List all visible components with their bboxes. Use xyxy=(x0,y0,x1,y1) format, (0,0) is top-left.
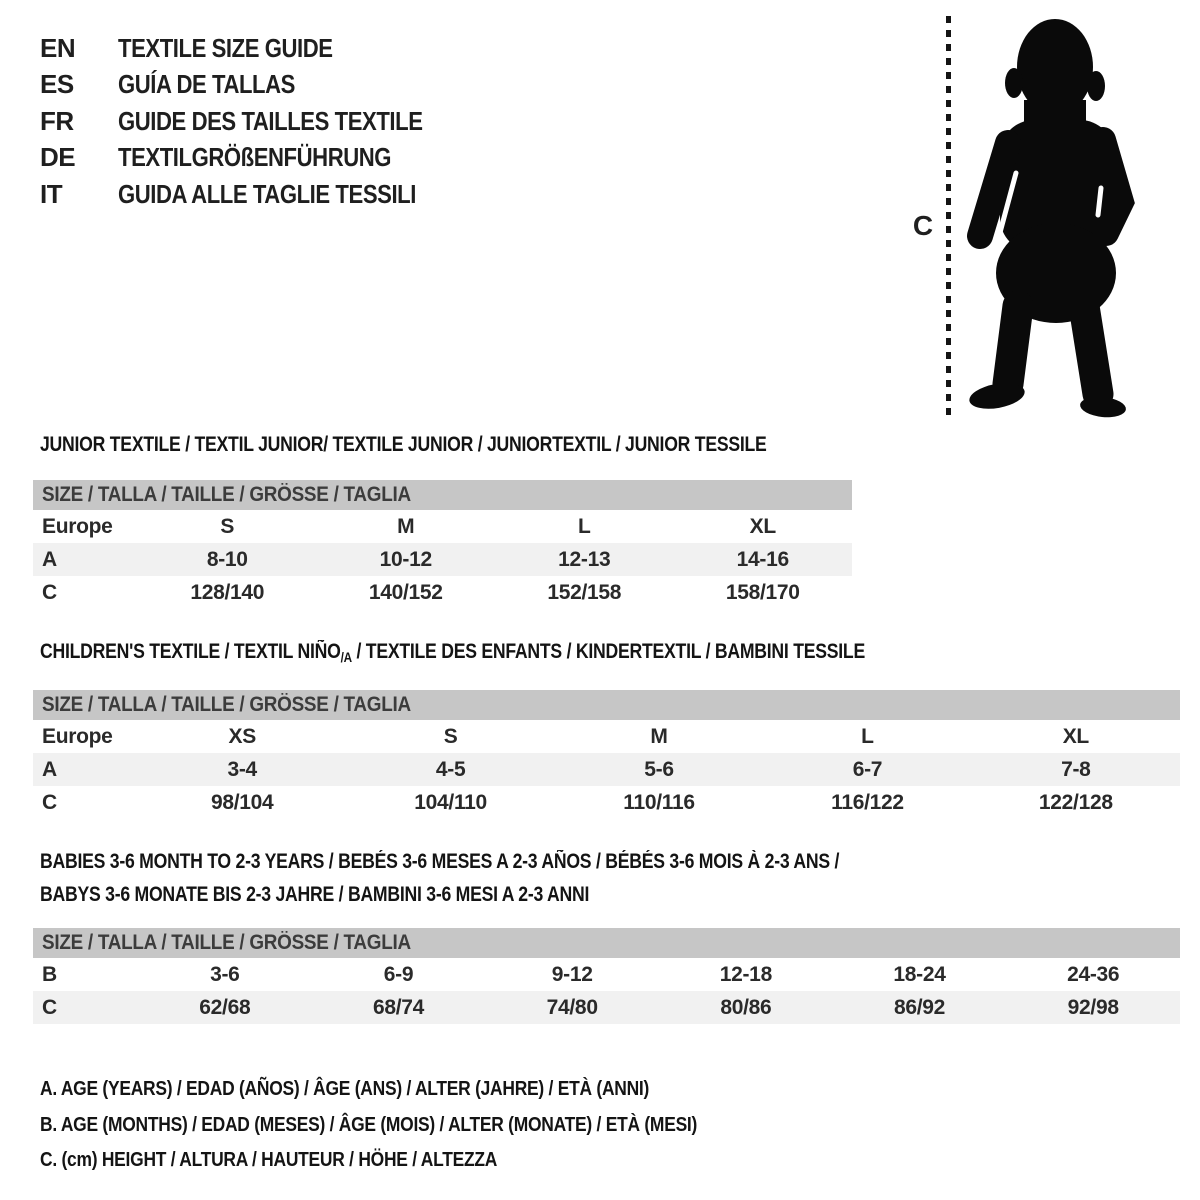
language-row-it xyxy=(40,176,476,213)
children-title-post: / TEXTILE DES ENFANTS / KINDERTEXTIL / BAMBINI TESSILE xyxy=(351,640,865,663)
language-row-es xyxy=(40,67,476,104)
baby-silhouette-icon xyxy=(962,10,1147,420)
table-cell: S xyxy=(220,514,235,538)
row-label: A xyxy=(42,547,57,571)
size-header-text: SIZE / TALLA / TAILLE / GRÖSSE / TAGLIA xyxy=(42,483,411,506)
row-label: C xyxy=(42,790,57,814)
table-cell: M xyxy=(650,724,668,748)
row-label: B xyxy=(42,962,57,986)
table-cell: XL xyxy=(1062,724,1089,748)
size-header-text: SIZE / TALLA / TAILLE / GRÖSSE / TAGLIA xyxy=(42,931,411,954)
language-code: EN xyxy=(40,32,76,63)
children-row-age xyxy=(33,753,1180,786)
babies-row-months xyxy=(33,958,1180,991)
junior-row-europe xyxy=(33,510,852,543)
measurement-legend xyxy=(40,1071,813,1178)
babies-title-line1: BABIES 3-6 MONTH TO 2-3 YEARS / BEBÉS 3-6 MESES A 2-3 AÑOS / BÉBÉS 3-6 MOIS À 2-3 ANS / xyxy=(40,850,840,873)
table-cell: XS xyxy=(228,724,256,748)
junior-section-title: JUNIOR TEXTILE / TEXTIL JUNIOR/ TEXTILE JUNIOR / JUNIORTEXTIL / JUNIOR TESSILE xyxy=(40,433,767,456)
children-row-height xyxy=(33,786,1180,819)
row-label: Europe xyxy=(42,724,113,748)
language-code: IT xyxy=(40,178,63,209)
language-label: GUÍA DE TALLAS xyxy=(118,69,295,100)
legend-line-a: A. AGE (YEARS) / EDAD (AÑOS) / ÂGE (ANS) / ALTER (JAHRE) / ETÀ (ANNI) xyxy=(40,1077,650,1100)
babies-row-height xyxy=(33,991,1180,1024)
table-cell: 110/116 xyxy=(623,790,695,814)
row-label: Europe xyxy=(42,514,113,538)
table-cell: 104/110 xyxy=(414,790,487,814)
row-label: C xyxy=(42,580,57,604)
table-cell: 86/92 xyxy=(893,995,946,1019)
junior-size-table xyxy=(33,480,852,609)
children-row-europe xyxy=(33,720,1180,753)
table-cell: 7-8 xyxy=(1061,757,1091,781)
babies-table-size-header xyxy=(33,928,1180,958)
junior-row-height xyxy=(33,576,852,609)
table-cell: 14-16 xyxy=(736,547,789,571)
table-cell: 128/140 xyxy=(190,580,265,604)
table-cell: 152/158 xyxy=(547,580,622,604)
language-label: GUIDA ALLE TAGLIE TESSILI xyxy=(118,178,416,209)
language-code: FR xyxy=(40,105,74,136)
table-cell: 74/80 xyxy=(546,995,598,1019)
language-row-de xyxy=(40,140,476,177)
size-header-text: SIZE / TALLA / TAILLE / GRÖSSE / TAGLIA xyxy=(42,693,411,716)
table-cell: 3-6 xyxy=(210,962,240,986)
row-label: A xyxy=(42,757,57,781)
language-code: ES xyxy=(40,69,74,100)
table-cell: 12-13 xyxy=(558,547,611,571)
children-size-table xyxy=(33,690,1180,819)
table-cell: 92/98 xyxy=(1067,995,1119,1019)
table-cell: S xyxy=(443,724,458,748)
junior-table-size-header xyxy=(33,480,852,510)
table-cell: 24-36 xyxy=(1067,962,1120,986)
row-label: C xyxy=(42,995,57,1019)
height-measure-dashed-line xyxy=(946,16,951,418)
table-cell: 80/86 xyxy=(720,995,772,1019)
children-title-pre: CHILDREN'S TEXTILE / TEXTIL NIÑO xyxy=(40,640,341,663)
table-cell: 9-12 xyxy=(551,962,593,986)
table-cell: L xyxy=(577,514,591,538)
table-cell: 8-10 xyxy=(206,547,248,571)
table-cell: 6-9 xyxy=(383,962,414,986)
children-table-size-header xyxy=(33,690,1180,720)
language-label: TEXTILGRÖßENFÜHRUNG xyxy=(118,142,392,173)
table-cell: 140/152 xyxy=(368,580,443,604)
table-cell: 10-12 xyxy=(379,547,432,571)
babies-size-table xyxy=(33,928,1180,1024)
table-cell: 4-5 xyxy=(435,757,466,781)
height-measure-label: C xyxy=(912,210,934,241)
table-cell: 6-7 xyxy=(852,757,883,781)
table-cell: L xyxy=(861,724,874,748)
language-label: TEXTILE SIZE GUIDE xyxy=(118,32,333,63)
language-code: DE xyxy=(40,142,76,173)
babies-title-line2: BABYS 3-6 MONATE BIS 2-3 JAHRE / BAMBINI 3-6 MESI A 2-3 ANNI xyxy=(40,883,590,906)
legend-line-b: B. AGE (MONTHS) / EDAD (MESES) / ÂGE (MOIS) / ALTER (MONATE) / ETÀ (MESI) xyxy=(40,1112,698,1136)
table-cell: 158/170 xyxy=(725,580,800,604)
language-row-en xyxy=(40,30,476,67)
table-cell: 98/104 xyxy=(210,790,274,814)
table-cell: 122/128 xyxy=(1038,790,1113,814)
table-cell: 68/74 xyxy=(372,995,425,1019)
table-cell: M xyxy=(397,514,415,538)
junior-row-age xyxy=(33,543,852,576)
table-cell: 62/68 xyxy=(199,995,251,1019)
legend-line-c: C. (cm) HEIGHT / ALTURA / HAUTEUR / HÖHE / ALTEZZA xyxy=(40,1148,498,1171)
language-label: GUIDE DES TAILLES TEXTILE xyxy=(118,105,423,136)
table-cell: 18-24 xyxy=(893,962,946,986)
table-cell: 12-18 xyxy=(719,962,772,986)
children-title-subscript: /A xyxy=(340,649,352,665)
table-cell: XL xyxy=(749,514,776,538)
children-section-title xyxy=(40,640,865,665)
table-cell: 116/122 xyxy=(831,790,904,814)
table-cell: 5-6 xyxy=(644,757,674,781)
babies-section-title xyxy=(40,845,991,911)
language-row-fr xyxy=(40,103,476,140)
language-list xyxy=(40,30,476,213)
table-cell: 3-4 xyxy=(227,757,257,781)
